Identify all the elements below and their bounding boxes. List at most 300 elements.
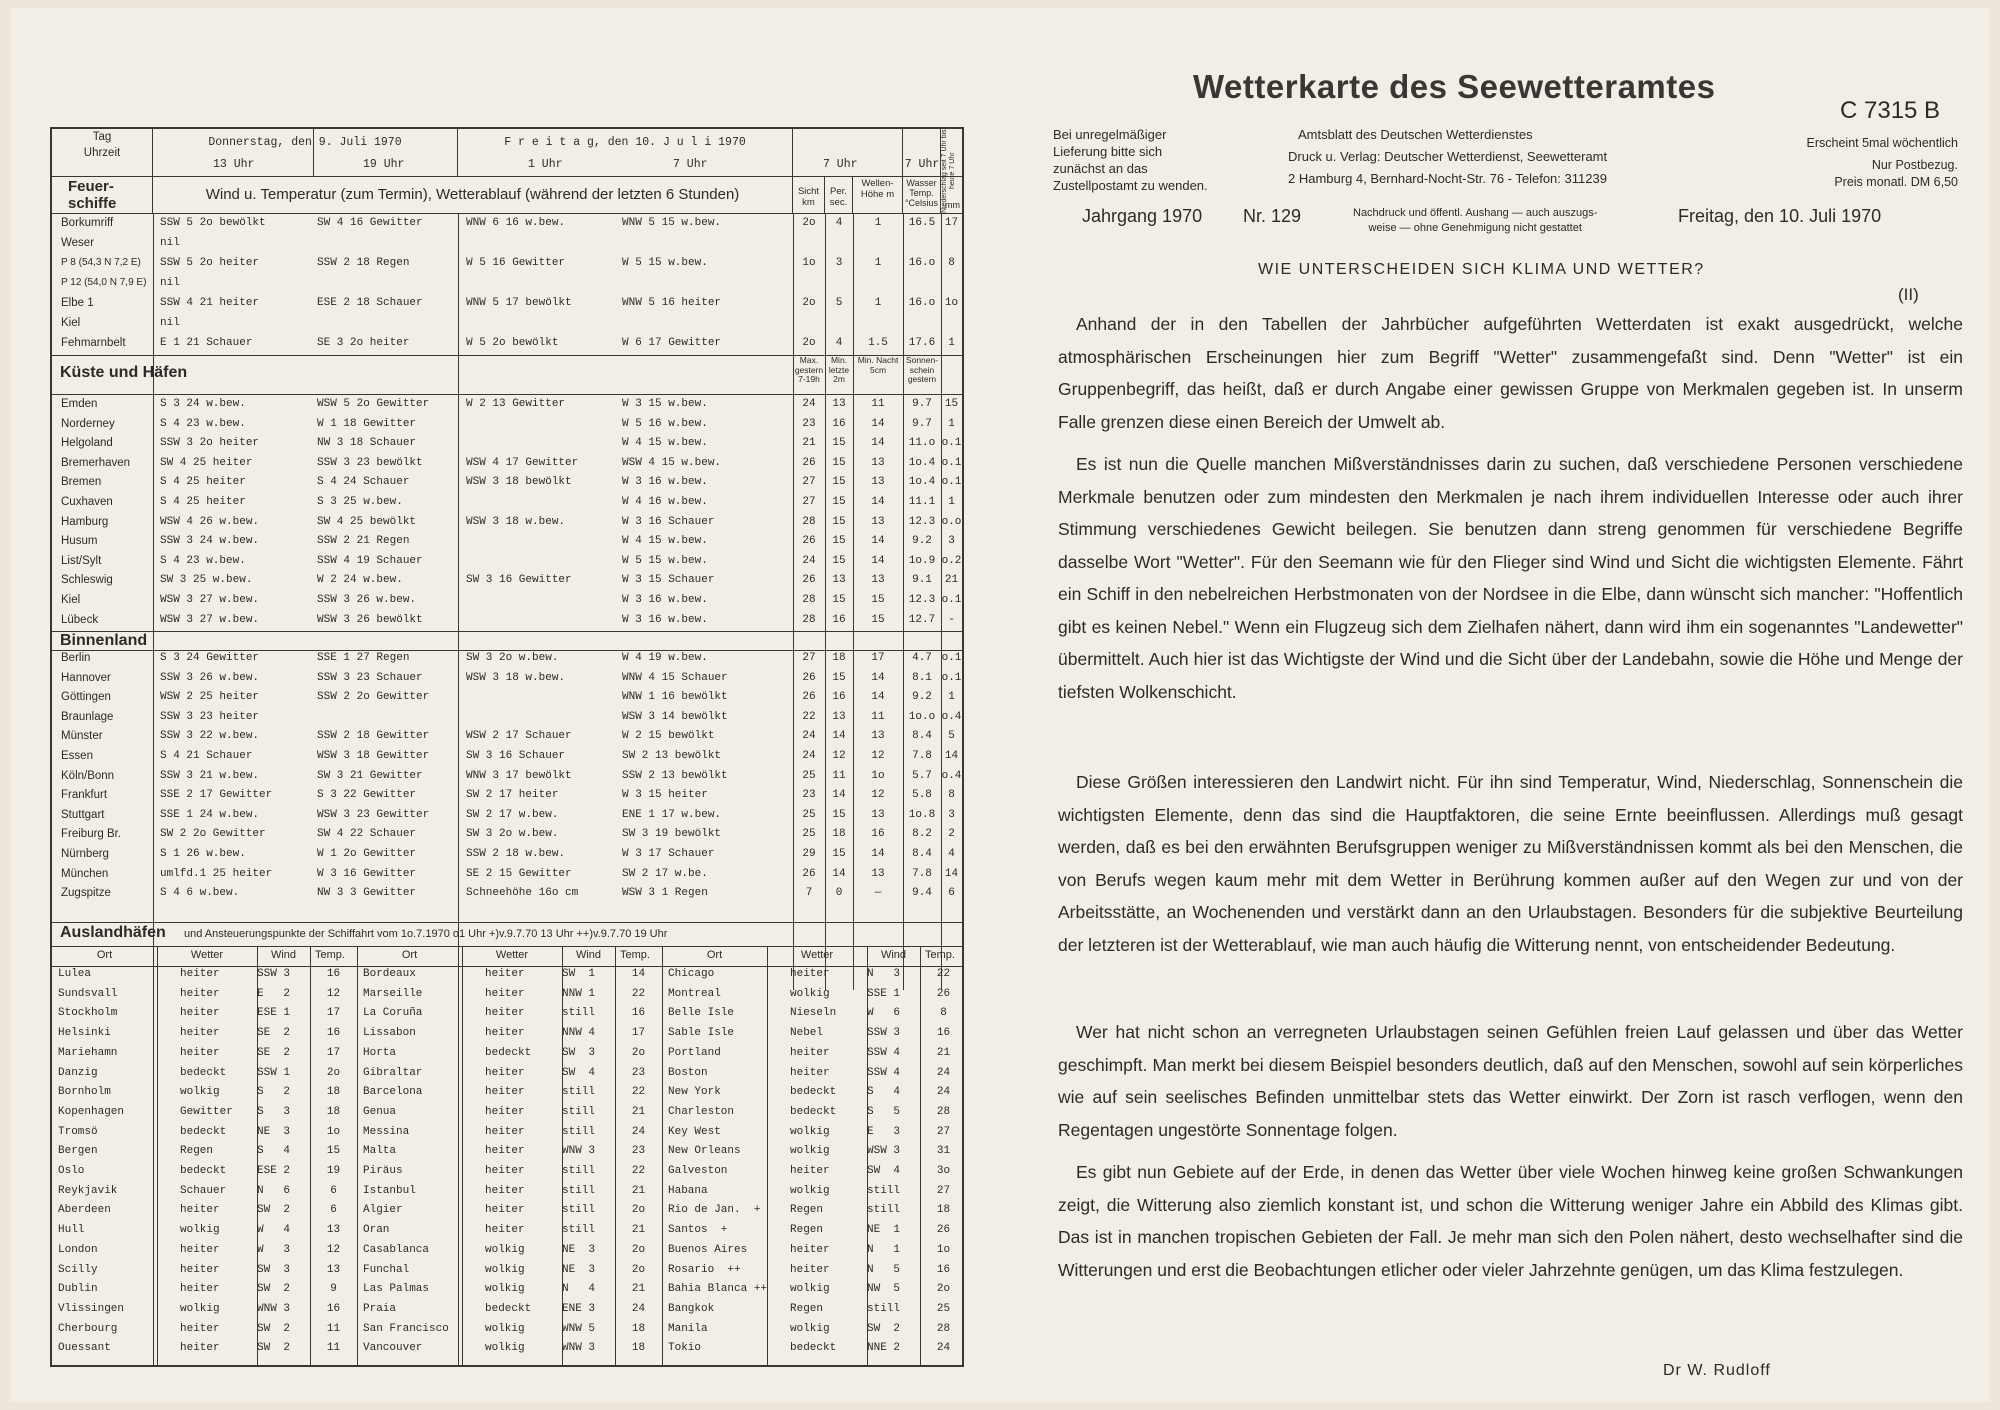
station-name: Essen bbox=[61, 750, 93, 762]
station-value: 5.8 bbox=[912, 789, 932, 802]
station-value: o.o bbox=[941, 515, 962, 528]
table-header-feuerschiffe bbox=[52, 176, 962, 214]
frequency-line: Preis monatl. DM 6,50 bbox=[1834, 175, 1958, 189]
foreign-temp: 16 bbox=[631, 1007, 646, 1020]
foreign-temp: 28 bbox=[936, 1322, 951, 1335]
station-name: Braunlage bbox=[61, 710, 114, 723]
station-value: S 4 23 w.bew. bbox=[160, 417, 246, 430]
station-value: 16.o bbox=[908, 257, 936, 269]
station-value: W 2 13 Gewitter bbox=[466, 398, 566, 410]
station-name: List/Sylt bbox=[61, 554, 102, 567]
station-value: 15 bbox=[832, 456, 846, 469]
station-value: ENE 1 17 w.bew. bbox=[622, 808, 722, 821]
station-value: 9.2 bbox=[912, 691, 932, 704]
foreign-wind: still bbox=[562, 1105, 596, 1118]
station-name: Schleswig bbox=[61, 574, 113, 587]
year-label: Jahrgang 1970 bbox=[1082, 206, 1203, 226]
foreign-weather: Nieseln bbox=[790, 1007, 837, 1020]
station-value: WSW 3 18 bewölkt bbox=[466, 476, 572, 489]
station-name: P 8 (54,3 N 7,2 E) bbox=[61, 257, 141, 268]
foreign-weather: heiter bbox=[485, 1105, 525, 1118]
station-value: SW 3 16 Gewitter bbox=[466, 574, 572, 587]
table-row bbox=[52, 592, 962, 612]
foreign-port: Vlissingen bbox=[58, 1302, 125, 1315]
foreign-temp: 16 bbox=[936, 1027, 951, 1040]
foreign-weather: heiter bbox=[485, 987, 525, 1000]
foreign-temp: 11 bbox=[326, 1342, 341, 1355]
foreign-weather: bedeckt bbox=[485, 1302, 532, 1315]
foreign-port: Rio de Jan. + bbox=[668, 1204, 761, 1217]
station-value: W 3 16 w.bew. bbox=[622, 613, 708, 626]
foreign-wind: N 4 bbox=[562, 1283, 596, 1296]
table-row bbox=[52, 650, 962, 670]
station-value: WSW 2 25 heiter bbox=[160, 691, 260, 704]
station-name: Frankfurt bbox=[61, 789, 108, 802]
foreign-wind: ESE 2 bbox=[257, 1165, 291, 1177]
table-row bbox=[52, 885, 962, 905]
table-row bbox=[52, 787, 962, 807]
station-value: SW 2 13 bewölkt bbox=[622, 750, 722, 762]
station-value: 21 bbox=[944, 574, 959, 587]
foreign-port: Bordeaux bbox=[363, 968, 416, 980]
station-value: 28 bbox=[802, 515, 816, 528]
foreign-wind: S 5 bbox=[867, 1105, 901, 1118]
foreign-port: Bahia Blanca ++ bbox=[668, 1283, 768, 1296]
foreign-port: Danzig bbox=[58, 1066, 98, 1079]
station-value: 12.3 bbox=[908, 594, 936, 606]
kueste-rows bbox=[52, 396, 962, 631]
station-value: 14 bbox=[871, 496, 885, 508]
foreign-wind: SSW 1 bbox=[257, 1066, 291, 1079]
station-value: W 1 18 Gewitter bbox=[317, 417, 417, 430]
foreign-port: Boston bbox=[668, 1066, 708, 1079]
station-value: SSW 3 2o heiter bbox=[160, 437, 260, 450]
station-value: 16.5 bbox=[908, 217, 936, 229]
station-value: WSW 3 27 w.bew. bbox=[160, 594, 260, 606]
foreign-temp: 11 bbox=[326, 1322, 341, 1335]
station-name: Fehmarnbelt bbox=[61, 337, 126, 349]
foreign-port: Lissabon bbox=[363, 1027, 416, 1040]
foreign-weather: heiter bbox=[790, 968, 830, 980]
foreign-weather: heiter bbox=[790, 1046, 830, 1059]
station-value: 28 bbox=[802, 594, 816, 606]
foreign-temp: 16 bbox=[326, 968, 341, 980]
foreign-temp: 22 bbox=[631, 1165, 646, 1177]
foreign-wind: S 2 bbox=[257, 1086, 291, 1099]
foreign-port: Casablanca bbox=[363, 1243, 430, 1256]
station-value: SW 3 2o w.bew. bbox=[466, 652, 559, 664]
foreign-temp: 24 bbox=[631, 1125, 646, 1138]
foreign-temp: 2o bbox=[631, 1243, 646, 1256]
station-value: 14 bbox=[832, 789, 846, 802]
station-name: P 12 (54,0 N 7,9 E) bbox=[61, 277, 147, 288]
foreign-port: Sundsvall bbox=[58, 987, 118, 1000]
station-value: SSW 2 18 Regen bbox=[317, 257, 410, 269]
station-value: 13 bbox=[871, 456, 885, 469]
publisher-line: Druck u. Verlag: Deutscher Wetterdienst, Seewetteramt bbox=[1288, 149, 1608, 164]
foreign-port: Horta bbox=[363, 1046, 397, 1059]
reprint-note bbox=[1353, 206, 1597, 236]
station-value: SSE 2 17 Gewitter bbox=[160, 789, 273, 802]
table-row bbox=[52, 255, 962, 275]
foreign-weather: bedeckt bbox=[790, 1342, 837, 1355]
min-label: Min. letzte 2m bbox=[828, 355, 850, 384]
table-row bbox=[52, 670, 962, 690]
station-value: 6 bbox=[948, 887, 955, 900]
station-value: 16.o bbox=[908, 297, 936, 309]
foreign-wind: NNW 4 bbox=[562, 1027, 596, 1040]
foreign-wind: NE 3 bbox=[257, 1125, 291, 1138]
station-value: 14 bbox=[871, 848, 885, 860]
foreign-port: Las Palmas bbox=[363, 1283, 430, 1296]
station-value: 3 bbox=[835, 257, 843, 269]
station-value: 24 bbox=[802, 730, 816, 743]
table-row bbox=[52, 826, 962, 846]
foreign-port: Habana bbox=[668, 1184, 708, 1197]
station-value: WNW 3 17 bewölkt bbox=[466, 769, 572, 782]
foreign-port: Cherbourg bbox=[58, 1322, 118, 1335]
foreign-col-ort: Ort bbox=[401, 949, 418, 961]
foreign-wind: SW 2 bbox=[257, 1342, 291, 1355]
foreign-temp: 26 bbox=[936, 987, 951, 1000]
binnen-rows bbox=[52, 650, 962, 905]
foreign-wind: N 1 bbox=[867, 1243, 901, 1256]
foreign-weather: bedeckt bbox=[180, 1125, 227, 1138]
station-name: Husum bbox=[61, 535, 98, 548]
station-value: 16 bbox=[832, 417, 846, 430]
foreign-weather: heiter bbox=[790, 1066, 830, 1079]
foreign-wind: still bbox=[562, 1007, 596, 1020]
foreign-port: Galveston bbox=[668, 1165, 728, 1177]
station-value: 13 bbox=[832, 710, 846, 723]
station-value: W 3 15 w.bew. bbox=[622, 398, 708, 410]
foreign-temp: 22 bbox=[631, 1086, 646, 1099]
station-name: Kiel bbox=[61, 594, 81, 606]
station-value: 14 bbox=[871, 691, 885, 704]
station-value: 8 bbox=[948, 789, 955, 802]
station-value: 11.o bbox=[908, 437, 936, 450]
station-value: o.1 bbox=[941, 456, 962, 469]
foreign-weather: heiter bbox=[790, 1165, 830, 1177]
station-value: SW 4 16 Gewitter bbox=[317, 217, 423, 229]
station-value: 28 bbox=[802, 613, 816, 626]
station-name: Cuxhaven bbox=[61, 496, 113, 508]
foreign-col-wind: Wind bbox=[270, 949, 297, 961]
foreign-weather: bedeckt bbox=[790, 1105, 837, 1118]
table-row bbox=[52, 474, 962, 494]
foreign-weather: heiter bbox=[485, 1145, 525, 1158]
foreign-port: Santos + bbox=[668, 1224, 728, 1237]
foreign-temp: 6 bbox=[330, 1184, 337, 1197]
foreign-port: Oslo bbox=[58, 1165, 85, 1177]
station-value: SW 4 25 heiter bbox=[160, 456, 253, 469]
publisher-block bbox=[1288, 126, 1607, 187]
station-value: W 1 2o Gewitter bbox=[317, 848, 417, 860]
station-value: SSW 4 21 heiter bbox=[160, 297, 260, 309]
station-value: 1o bbox=[871, 769, 885, 782]
table-row bbox=[52, 728, 962, 748]
station-value: SW 4 22 Schauer bbox=[317, 828, 417, 841]
foreign-temp: 23 bbox=[631, 1066, 646, 1079]
station-value: SSE 1 24 w.bew. bbox=[160, 808, 260, 821]
station-value: 15 bbox=[871, 613, 885, 626]
foreign-header bbox=[52, 946, 962, 967]
foreign-col-temp: Temp. bbox=[315, 949, 345, 961]
day2-label: F r e i t a g, den 10. J u l i 1970 bbox=[504, 136, 746, 149]
station-value: 15 bbox=[832, 848, 846, 860]
station-value: 17 bbox=[944, 217, 959, 229]
reprint-line: Nachdruck und öffentl. Aushang — auch auszugs- bbox=[1353, 207, 1598, 219]
table-row bbox=[52, 768, 962, 788]
mm-label: mm bbox=[945, 200, 960, 210]
station-value: 13 bbox=[871, 515, 885, 528]
station-value: 5 bbox=[948, 730, 955, 743]
station-value: 14 bbox=[832, 730, 846, 743]
station-value: SSW 2 18 Gewitter bbox=[317, 730, 430, 743]
foreign-weather: heiter bbox=[485, 1027, 525, 1040]
foreign-temp: 24 bbox=[936, 1066, 951, 1079]
foreign-temp: 2o bbox=[936, 1283, 951, 1296]
frequency-block bbox=[1768, 135, 1958, 191]
foreign-port: Funchal bbox=[363, 1263, 410, 1276]
station-value: 1o.4 bbox=[908, 476, 936, 489]
station-value: W 5 15 w.bew. bbox=[622, 554, 708, 567]
foreign-wind: SW 2 bbox=[257, 1322, 291, 1335]
station-value: 16 bbox=[832, 613, 846, 626]
foreign-temp: 21 bbox=[631, 1184, 646, 1197]
station-value: W 5 2o bewölkt bbox=[466, 337, 559, 349]
station-value: 23 bbox=[802, 417, 816, 430]
foreign-col-temp: Temp. bbox=[925, 949, 955, 961]
station-value: W 6 17 Gewitter bbox=[622, 337, 722, 349]
station-value: SE 3 2o heiter bbox=[317, 337, 410, 349]
station-value: SE 2 15 Gewitter bbox=[466, 867, 572, 880]
station-value: 17 bbox=[871, 652, 885, 664]
station-value: 8.4 bbox=[912, 730, 932, 743]
station-value: o.1 bbox=[941, 437, 962, 450]
station-value: W 3 15 heiter bbox=[622, 789, 708, 802]
station-value: SSW 5 2o bewölkt bbox=[160, 217, 266, 229]
wind-caption: Wind u. Temperatur (zum Termin), Wetterablauf (während der letzten 6 Stunden) bbox=[153, 176, 793, 213]
station-value: 14 bbox=[871, 535, 885, 548]
foreign-weather: Gewitter bbox=[180, 1105, 233, 1118]
station-value: 9.1 bbox=[912, 574, 932, 587]
table-row bbox=[52, 235, 962, 255]
foreign-weather: heiter bbox=[485, 1165, 525, 1177]
foreign-port: Key West bbox=[668, 1125, 721, 1138]
station-value: WNW 5 16 heiter bbox=[622, 297, 722, 309]
foreign-wind: still bbox=[867, 1204, 901, 1217]
station-value: nil bbox=[160, 237, 180, 249]
station-value: 13 bbox=[832, 574, 846, 587]
station-value: 27 bbox=[802, 652, 816, 664]
station-value: SSW 3 23 Schauer bbox=[317, 671, 423, 684]
station-value: 23 bbox=[802, 789, 816, 802]
station-name: Emden bbox=[61, 398, 98, 410]
foreign-temp: 2o bbox=[631, 1263, 646, 1276]
foreign-rows bbox=[52, 968, 962, 1366]
table-row bbox=[52, 396, 962, 416]
foreign-port: Bangkok bbox=[668, 1302, 715, 1315]
kueste-title: Küste und Häfen bbox=[60, 364, 188, 381]
foreign-temp: 2o bbox=[631, 1204, 646, 1217]
station-name: Helgoland bbox=[61, 437, 113, 450]
foreign-port: Messina bbox=[363, 1125, 410, 1138]
foreign-temp: 13 bbox=[326, 1224, 341, 1237]
station-value: SW 3 19 bewölkt bbox=[622, 828, 722, 841]
publisher-line: Amtsblatt des Deutschen Wetterdienstes bbox=[1298, 127, 1533, 142]
weather-table bbox=[50, 127, 964, 1367]
foreign-port: Bergen bbox=[58, 1145, 98, 1158]
station-value: 8 bbox=[948, 257, 955, 269]
foreign-port: Buenos Aires bbox=[668, 1243, 748, 1256]
foreign-wind: WSW 3 bbox=[867, 1145, 901, 1158]
station-value: 12 bbox=[871, 789, 885, 802]
foreign-wind: W 4 bbox=[257, 1224, 291, 1237]
station-value: 1.5 bbox=[868, 337, 888, 349]
foreign-temp: 16 bbox=[326, 1027, 341, 1040]
station-value: S 3 25 w.bew. bbox=[317, 496, 403, 508]
table-row bbox=[52, 748, 962, 768]
station-name: Norderney bbox=[61, 417, 115, 430]
foreign-weather: heiter bbox=[180, 1283, 220, 1296]
station-name: Berlin bbox=[61, 652, 91, 664]
delivery-line: zunächst an das bbox=[1053, 161, 1148, 176]
station-value: W 2 15 bewölkt bbox=[622, 730, 715, 743]
station-value: WSW 4 15 w.bew. bbox=[622, 456, 722, 469]
station-value: 1 bbox=[874, 297, 882, 309]
foreign-port: Dublin bbox=[58, 1283, 98, 1296]
station-value: nil bbox=[160, 317, 180, 329]
station-value: 13 bbox=[871, 867, 885, 880]
station-value: 14 bbox=[871, 437, 885, 450]
foreign-wind: S 4 bbox=[867, 1086, 901, 1099]
station-name: Göttingen bbox=[61, 691, 111, 704]
foreign-wind: S 3 bbox=[257, 1105, 291, 1118]
foreign-wind: SW 4 bbox=[562, 1066, 596, 1079]
foreign-port: Praia bbox=[363, 1302, 397, 1315]
station-value: 26 bbox=[802, 691, 816, 704]
foreign-temp: 18 bbox=[631, 1322, 646, 1335]
station-value: 24 bbox=[802, 750, 816, 762]
foreign-temp: 12 bbox=[326, 1243, 341, 1256]
binnen-header bbox=[52, 631, 962, 651]
foreign-port: Istanbul bbox=[363, 1184, 416, 1197]
station-value: 1 bbox=[948, 496, 955, 508]
station-value: S 4 25 heiter bbox=[160, 476, 246, 489]
foreign-wind: SE 2 bbox=[257, 1046, 291, 1059]
station-value: WSW 3 23 Gewitter bbox=[317, 808, 430, 821]
tag-label: Tag bbox=[92, 131, 112, 143]
foreign-wind: E 3 bbox=[867, 1125, 901, 1138]
sicht-label: Sicht km bbox=[793, 176, 825, 213]
foreign-wind: N 5 bbox=[867, 1263, 901, 1276]
article-paragraph: Diese Größen interessieren den Landwirt nicht. Für ihn sind Temperatur, Wind, Niederschlag, Sonnenschein die wichtigsten Elemente, denn das sind die Hauptfaktoren, die seine Ernte beeinflussen. Allerdings muß gesagt werden, daß es bei den erwähnten Berufsgruppen weniger zu Mißverständnissen kommt als bei den Menschen, die von Berufs wegen kaum mehr mit dem Wetter in Berührung kommen außer auf den Wegen zur und von der Arbeitsstätte, an Wochenenden und verstärkt dann an den Urlaubstagen. Besonders für die subjektive Beurteilung der letzteren ist der Wetterablauf, wie man auch häufig die Witterung nennt, von entscheidender Bedeutung. bbox=[1058, 772, 1963, 955]
sonne-label: Sonnen-schein gestern bbox=[905, 355, 939, 384]
foreign-weather: Nebel bbox=[790, 1027, 824, 1040]
station-value: WNW 5 15 w.bew. bbox=[622, 217, 722, 229]
station-value: 21 bbox=[802, 437, 816, 450]
foreign-port: Chicago bbox=[668, 968, 715, 980]
station-value: SSW 3 26 w.bew. bbox=[160, 671, 260, 684]
station-value: 2 bbox=[948, 828, 955, 841]
station-value: 1o.o bbox=[908, 710, 936, 723]
station-value: 1 bbox=[948, 691, 955, 704]
delivery-line: Bei unregelmäßiger bbox=[1053, 127, 1167, 142]
station-name: Bremerhaven bbox=[61, 456, 131, 469]
station-value: SSW 3 22 w.bew. bbox=[160, 730, 260, 743]
station-value: W 3 16 Gewitter bbox=[317, 867, 417, 880]
foreign-wind: SSW 4 bbox=[867, 1046, 901, 1059]
station-name: Hamburg bbox=[61, 515, 109, 528]
foreign-weather: heiter bbox=[180, 968, 220, 980]
table-row bbox=[52, 215, 962, 235]
foreign-weather: Regen bbox=[790, 1224, 824, 1237]
station-value: 14 bbox=[871, 417, 885, 430]
foreign-weather: bedeckt bbox=[485, 1046, 532, 1059]
station-value: WSW 3 18 w.bew. bbox=[466, 515, 566, 528]
station-value: WSW 3 26 bewölkt bbox=[317, 613, 423, 626]
foreign-port: New Orleans bbox=[668, 1145, 741, 1158]
station-value: 18 bbox=[832, 652, 846, 664]
foreign-weather: wolkig bbox=[180, 1302, 220, 1315]
station-value: SSW 3 23 heiter bbox=[160, 710, 260, 723]
station-value: WSW 3 18 w.bew. bbox=[466, 671, 566, 684]
foreign-port: Kopenhagen bbox=[58, 1105, 125, 1118]
station-value: 5 bbox=[835, 297, 843, 309]
foreign-temp: 15 bbox=[326, 1145, 341, 1158]
foreign-wind: NNW 1 bbox=[562, 987, 596, 1000]
foreign-weather: heiter bbox=[180, 1027, 220, 1040]
station-value: 26 bbox=[802, 867, 816, 880]
station-value: W 3 16 w.bew. bbox=[622, 476, 708, 489]
station-value: WNW 4 15 Schauer bbox=[622, 671, 728, 684]
station-value: 8.4 bbox=[912, 848, 932, 860]
station-value: 15 bbox=[832, 437, 846, 450]
foreign-wind: SSE 1 bbox=[867, 987, 901, 1000]
station-value: WNW 6 16 w.bew. bbox=[466, 217, 566, 229]
foreign-temp: 27 bbox=[936, 1125, 951, 1138]
table-row bbox=[52, 295, 962, 315]
foreign-col-wind: Wind bbox=[575, 949, 602, 961]
foreign-weather: heiter bbox=[485, 1224, 525, 1237]
foreign-port: Bornholm bbox=[58, 1086, 111, 1099]
station-value: - bbox=[948, 613, 955, 626]
station-value: 8.2 bbox=[912, 828, 932, 841]
foreign-port: San Francisco bbox=[363, 1322, 449, 1335]
time-1: 1 Uhr bbox=[528, 158, 563, 171]
foreign-port: Lulea bbox=[58, 968, 92, 980]
foreign-temp: 27 bbox=[936, 1184, 951, 1197]
article-paragraph: Anhand der in den Tabellen der Jahrbücher aufgeführten Wetterdaten ist exakt ausgedrückt, welche atmosphärischen Erscheinungen hier zum Begriff "Wetter" zusammengefaßt sind. Denn "Wetter" ist ein Gruppenbegriff, das heißt, daß er durch Angabe einer gewissen Gruppe von Merkmalen gegeben ist. In unserm Falle grenzen diese einen Bereich der Umwelt ab. bbox=[1058, 314, 1963, 432]
station-value: 25 bbox=[802, 769, 816, 782]
foreign-wind: SW 3 bbox=[562, 1046, 596, 1059]
station-value: 14 bbox=[871, 554, 885, 567]
station-value: 26 bbox=[802, 671, 816, 684]
foreign-col-wind: Wind bbox=[880, 949, 907, 961]
station-name: Stuttgart bbox=[61, 808, 105, 821]
table-row bbox=[52, 455, 962, 475]
foreign-port: Charleston bbox=[668, 1105, 735, 1118]
station-value: SSW 3 23 bewölkt bbox=[317, 456, 423, 469]
station-value: SSW 2 2o Gewitter bbox=[317, 691, 430, 704]
foreign-temp: 28 bbox=[936, 1105, 951, 1118]
station-value: 1o.9 bbox=[908, 554, 936, 567]
foreign-temp: 24 bbox=[631, 1302, 646, 1315]
station-value: 24 bbox=[802, 398, 816, 410]
foreign-port: Piräus bbox=[363, 1165, 403, 1177]
foreign-temp: 31 bbox=[936, 1145, 951, 1158]
